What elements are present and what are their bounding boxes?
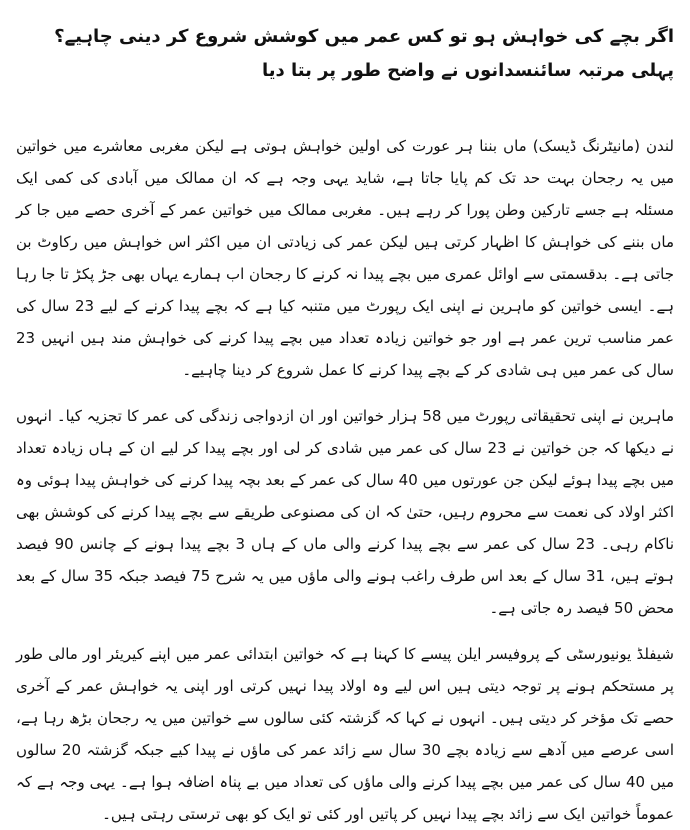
news-article <box>16 0 674 830</box>
article-paragraph-1: لندن (مانیٹرنگ ڈیسک) ماں بننا ہر عورت کی اولین خواہش ہوتی ہے لیکن مغربی معاشرے میں خواتین میں یہ رجحان بہت حد تک کم پایا جاتا ہے، شاید یہی وجہ ہے کہ ان ممالک میں آبادی کی کمی ایک مسئلہ ہے جسے تارکین وطن پورا کر رہے ہیں۔ مغربی ممالک میں خواتین عمر کے آخری حصے میں جا کر ماں بننے کی خواہش کا اظہار کرتی ہیں لیکن عمر کی زیادتی ان میں اکثر اس خواہش میں رکاوٹ بن جاتی ہے۔ بدقسمتی سے اوائل عمری میں بچے پیدا نہ کرنے کا رجحان اب ہمارے یہاں بھی جڑ پکڑ تا جا رہا ہے۔ ایسی خواتین کو ماہرین نے اپنی ایک رپورٹ میں متنبہ کیا ہے کہ بچے پیدا کرنے کے لیے 23 سال کی عمر مناسب ترین عمر ہے اور جو خواتین زیادہ تعداد میں بچے پیدا کرنے کی خواہش مند ہیں انہیں 23 سال کی عمر میں ہی شادی کر کے بچے پیدا کرنے کا عمل شروع کر دینا چاہیے۔ <box>16 137 674 379</box>
article-paragraph-3: شیفلڈ یونیورسٹی کے پروفیسر ایلن پیسے کا کہنا ہے کہ خواتین ابتدائی عمر میں اپنے کیریئر اور مالی طور پر مستحکم ہونے پر توجہ دیتی ہیں اس لیے وہ اولاد پیدا نہیں کرتی اور اپنی یہ خواہش عمر کے آخری حصے تک مؤخر کر دیتی ہیں۔ انہوں نے کہا کہ گزشتہ کئی سالوں سے خواتین میں یہ رجحان بڑھ رہا ہے، اسی عرصے میں آدھے سے زیادہ بچے 30 سال سے زائد عمر کی ماؤں نے پیدا کیے جبکہ گزشتہ 20 سالوں میں 40 سال کی عمر میں بچے پیدا کرنے والی ماؤں کی تعداد میں بے پناہ اضافہ ہوا ہے۔ یہی وجہ ہے کہ عموماً خواتین ایک سے زائد بچے پیدا نہیں کر پاتیں اور کئی تو ایک کو بھی ترستی رہتی ہیں۔ <box>16 645 675 823</box>
article-headline: اگر بچے کی خواہش ہو تو کس عمر میں کوشش شروع کر دینی چاہیے؟ پہلی مرتبہ سائنسدانوں نے واضح طور پر بتا دیا <box>54 26 674 81</box>
article-paragraph-2: ماہرین نے اپنی تحقیقاتی رپورٹ میں 58 ہزار خواتین اور ان ازدواجی زندگی کی عمر کا تجزیہ کیا۔ انہوں نے دیکھا کہ جن خواتین نے 23 سال کی عمر میں شادی کر لی اور بچے پیدا کر لیے ان کے ہاں زیادہ تعداد میں بچے پیدا ہوئے لیکن جن عورتوں میں 40 سال کی عمر کے بعد بچہ پیدا کرنے کی خواہش پیدا ہوئی وہ اکثر اولاد کی نعمت سے محروم رہیں، حتیٰ کہ ان کی مصنوعی طریقے سے بچے پیدا کرنے کی کوشش بھی ناکام رہی۔ 23 سال کی عمر سے بچے پیدا کرنے والی ماں کے ہاں 3 بچے پیدا ہونے کے چانس 90 فیصد ہوتے ہیں، 31 سال کے بعد اس طرف راغب ہونے والی ماؤں میں یہ شرح 75 فیصد جبکہ 35 سال کے بعد محض 50 فیصد رہ جاتی ہے۔ <box>16 407 674 617</box>
